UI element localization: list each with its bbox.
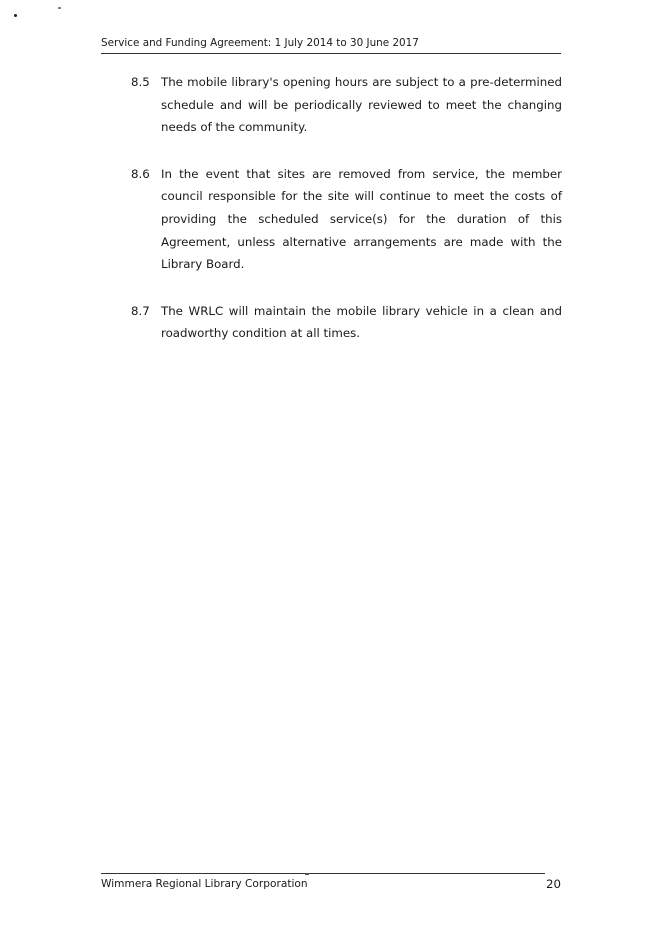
- clause-text: The WRLC will maintain the mobile library vehicle in a clean and roadworthy condition at all times.: [161, 303, 562, 341]
- running-header: Service and Funding Agreement: 1 July 2014 to 30 June 2017: [101, 37, 561, 54]
- clause-number: 8.7: [131, 303, 150, 318]
- clause-8-6: [131, 163, 562, 276]
- clause-8-5: [131, 71, 562, 139]
- clause-text: In the event that sites are removed from service, the member council responsible for the site will continue to meet the costs of providing the scheduled service(s) for the duration of this Agreement, unless alternative arrangements are made with the Library Board.: [161, 166, 562, 272]
- clause-list: [131, 71, 562, 369]
- scan-speck: [14, 14, 17, 17]
- clause-number: 8.6: [131, 166, 150, 181]
- clause-text: The mobile library's opening hours are subject to a pre-determined schedule and will be periodically reviewed to meet the changing needs of the community.: [161, 75, 562, 135]
- footer-organization: Wimmera Regional Library Corporation: [101, 878, 308, 890]
- page-number: 20: [545, 877, 561, 891]
- clause-number: 8.5: [131, 75, 150, 89]
- scan-speck: [58, 7, 61, 9]
- clause-8-7: [131, 300, 562, 345]
- footer-divider: [101, 873, 545, 874]
- footer-divider-mark: [305, 873, 309, 875]
